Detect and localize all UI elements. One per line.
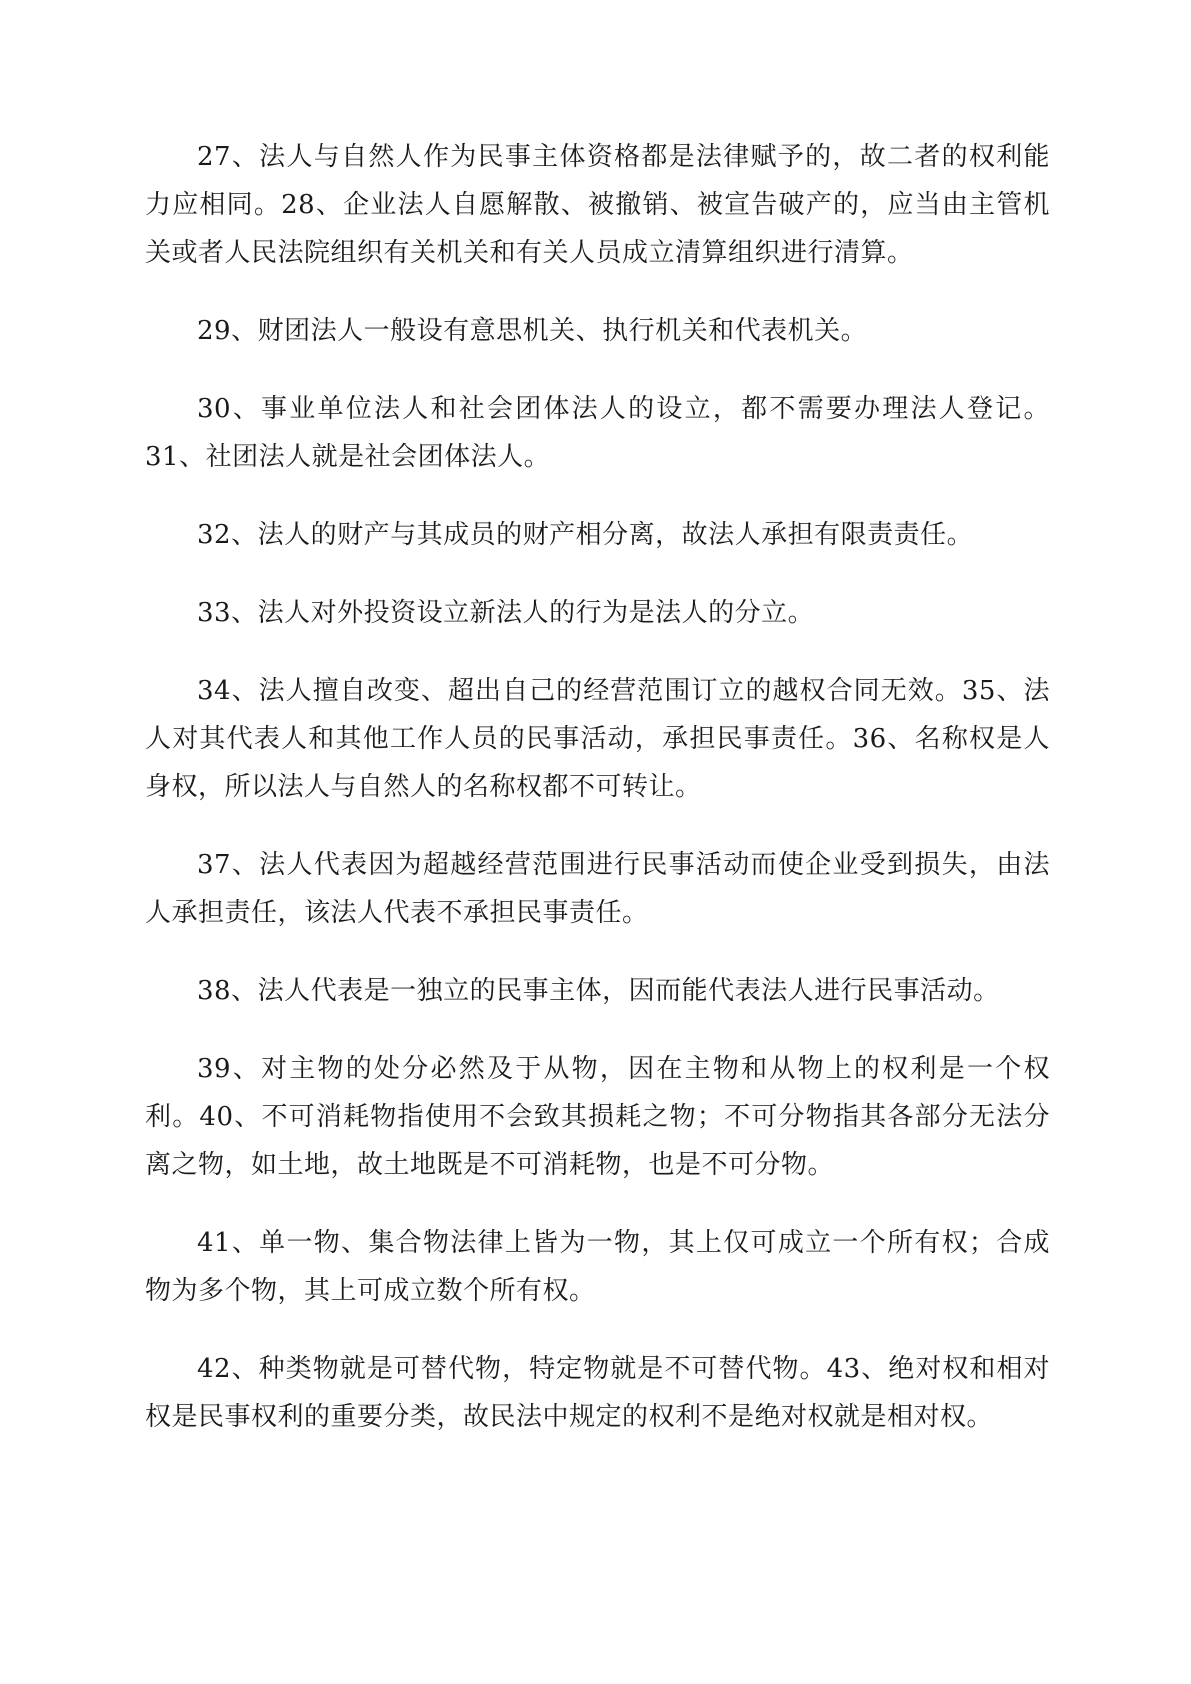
paragraph-30-31: 30、事业单位法人和社会团体法人的设立，都不需要办理法人登记。31、社团法人就是社会团体法人。 — [145, 394, 1050, 472]
document-body — [145, 133, 1050, 1471]
paragraph-33: 33、法人对外投资设立新法人的行为是法人的分立。 — [197, 598, 815, 628]
paragraph-39-40: 39、对主物的处分必然及于从物，因在主物和从物上的权利是一个权利。40、不可消耗物指使用不会致其损耗之物；不可分物指其各部分无法分离之物，如土地，故土地既是不可消耗物，也是不可分物。 — [145, 1054, 1050, 1180]
paragraph-34-36: 34、法人擅自改变、超出自己的经营范围订立的越权合同无效。35、法人对其代表人和其他工作人员的民事活动，承担民事责任。36、名称权是人身权，所以法人与自然人的名称权都不可转让。 — [145, 676, 1050, 802]
paragraph-38: 38、法人代表是一独立的民事主体，因而能代表法人进行民事活动。 — [197, 976, 1000, 1006]
paragraph-37: 37、法人代表因为超越经营范围进行民事活动而使企业受到损失，由法人承担责任，该法人代表不承担民事责任。 — [145, 850, 1050, 928]
paragraph-42-43: 42、种类物就是可替代物，特定物就是不可替代物。43、绝对权和相对权是民事权利的重要分类，故民法中规定的权利不是绝对权就是相对权。 — [145, 1354, 1050, 1432]
paragraph-32: 32、法人的财产与其成员的财产相分离，故法人承担有限责责任。 — [197, 520, 974, 550]
paragraph-27-28: 27、法人与自然人作为民事主体资格都是法律赋予的，故二者的权利能力应相同。28、企业法人自愿解散、被撤销、被宣告破产的，应当由主管机关或者人民法院组织有关机关和有关人员成立清算组织进行清算。 — [145, 142, 1050, 268]
paragraph-41: 41、单一物、集合物法律上皆为一物，其上仅可成立一个所有权；合成物为多个物，其上可成立数个所有权。 — [145, 1228, 1050, 1306]
paragraph-29: 29、财团法人一般设有意思机关、执行机关和代表机关。 — [197, 316, 868, 346]
